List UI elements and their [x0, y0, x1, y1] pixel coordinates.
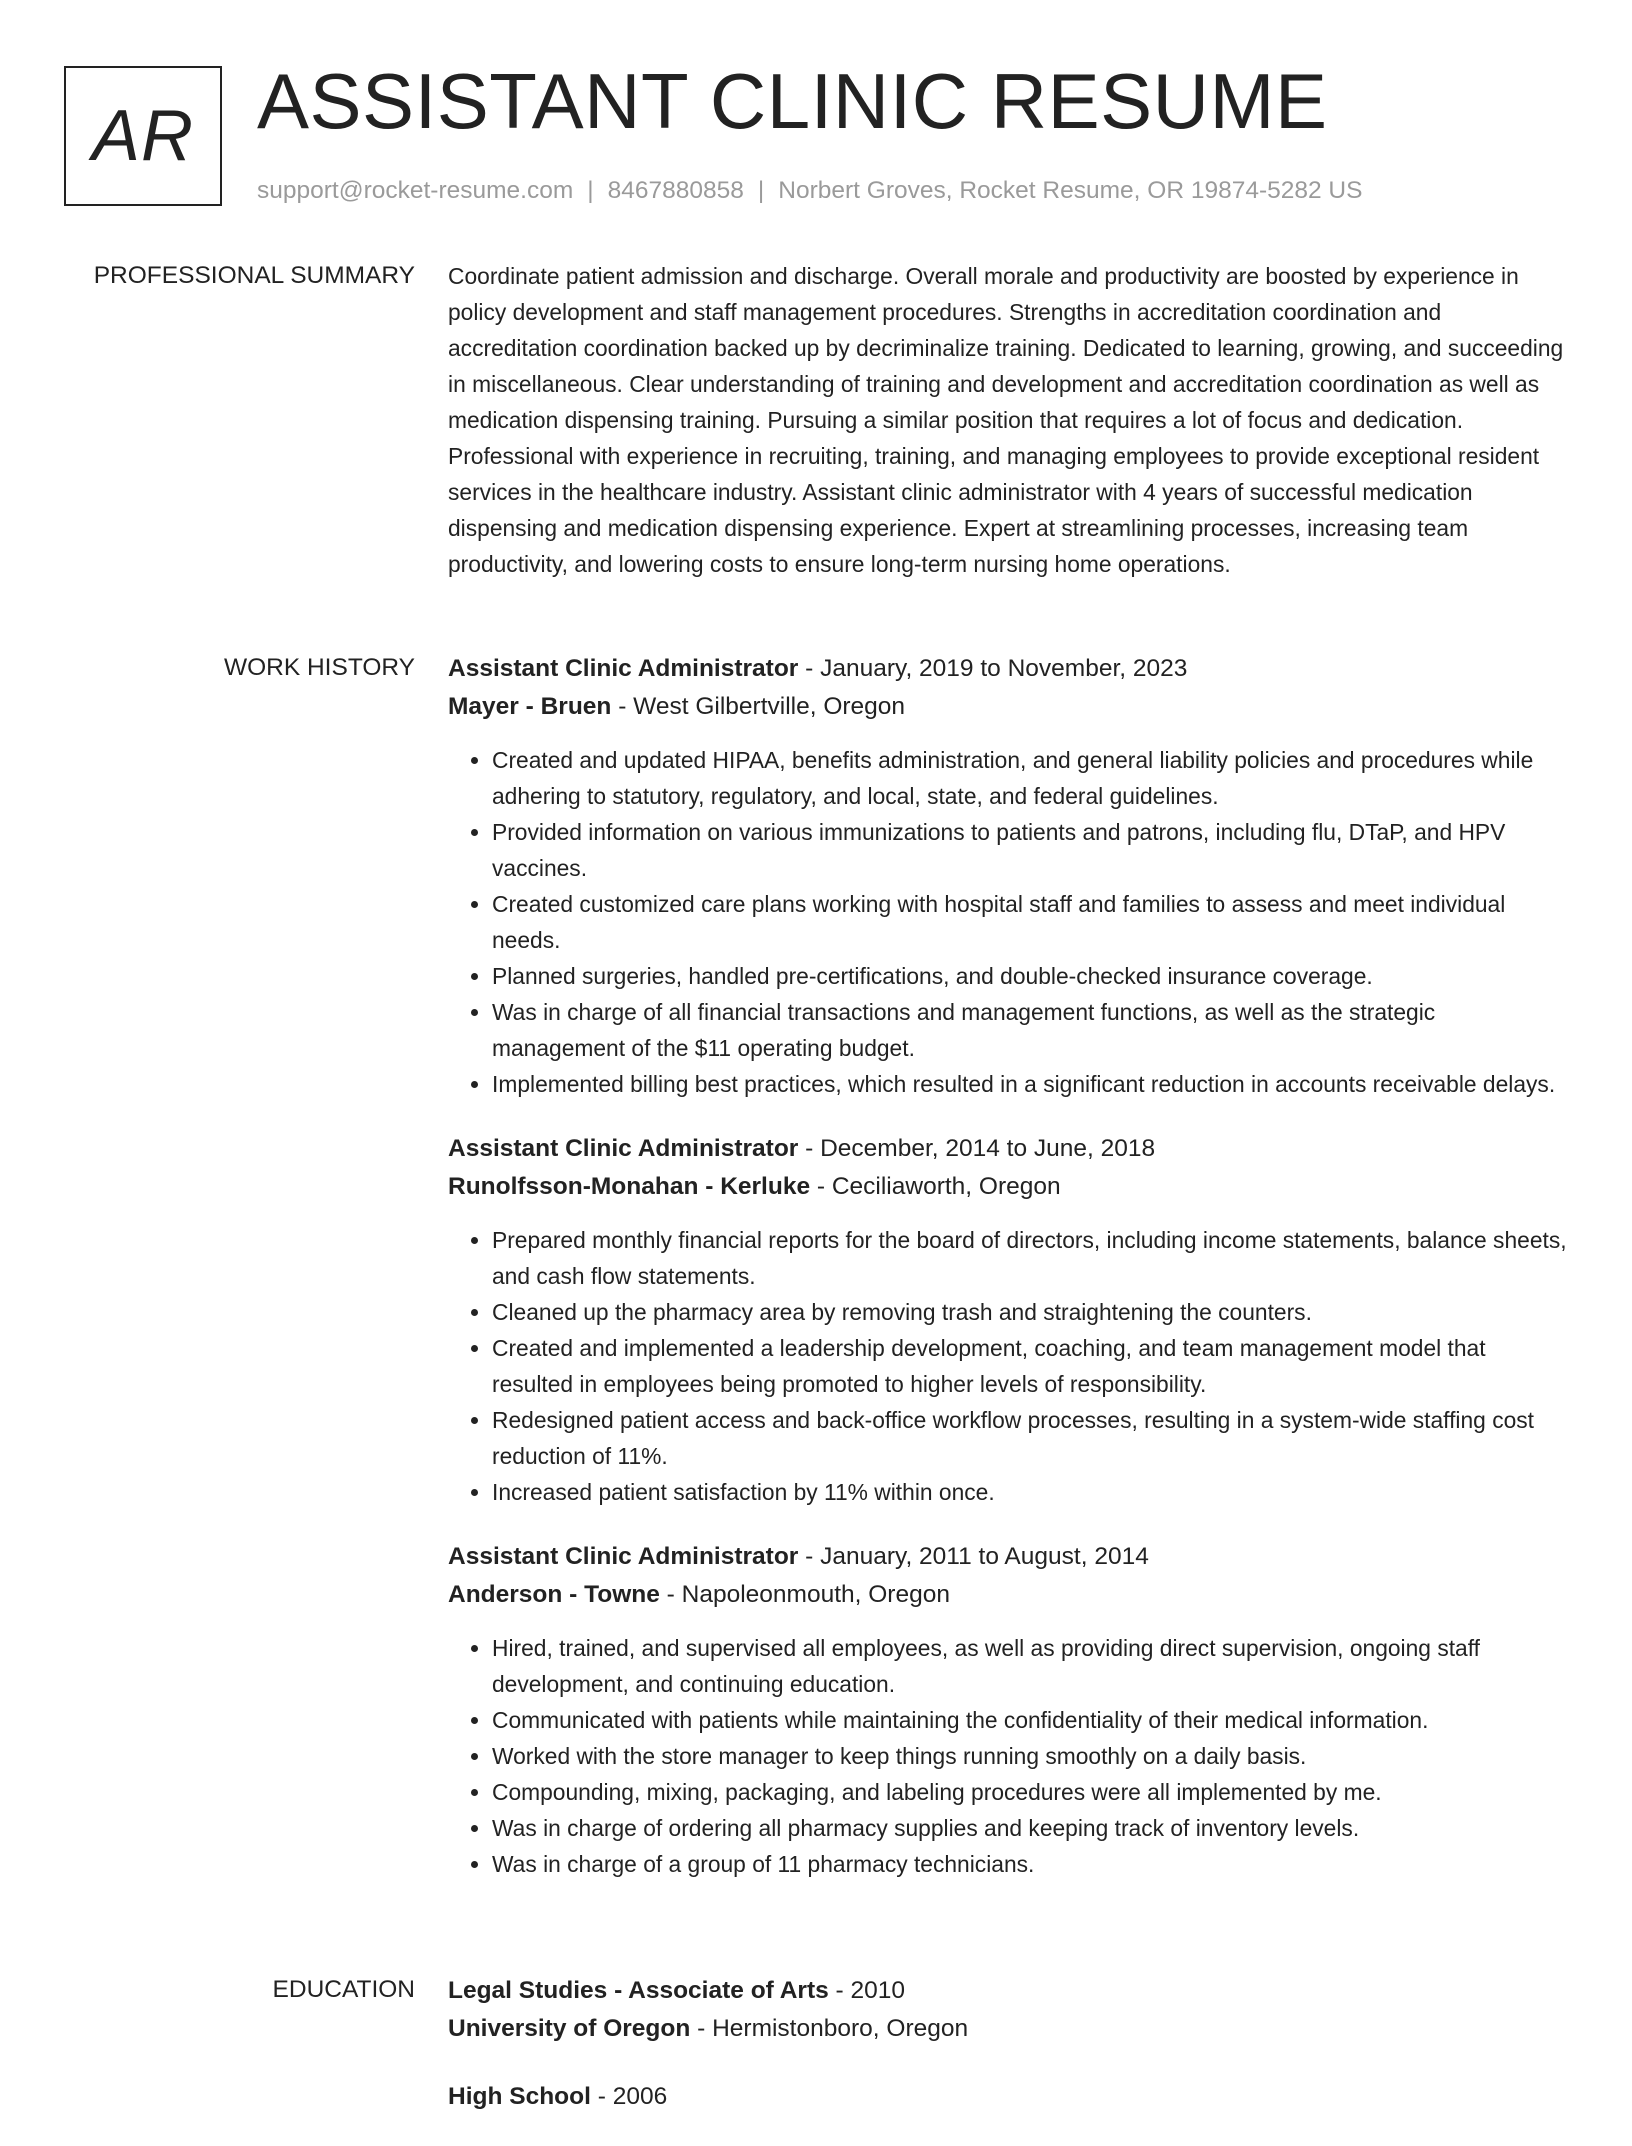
job-title-line	[448, 1130, 1568, 1168]
job-title-line	[448, 1538, 1568, 1576]
job-title: Assistant Clinic Administrator	[448, 655, 799, 682]
contact-phone[interactable]: 8467880858	[607, 177, 744, 204]
section-label-summary: PROFESSIONAL SUMMARY	[93, 262, 415, 289]
job-entry	[448, 1130, 1568, 1510]
education-location: - Hermistonboro, Oregon	[690, 2015, 969, 2042]
job-bullet: • Provided information on various immunizations to patients and patrons, including flu, DTaP, and HPV vaccines.	[492, 814, 1568, 886]
job-title-line	[448, 650, 1568, 688]
job-bullet: • Redesigned patient access and back-office workflow processes, resulting in a system-wide staffing cost reduction of 11%.	[492, 1402, 1568, 1474]
job-bullet: • Was in charge of all financial transactions and management functions, as well as the strategic management of the $11 operating budget.	[492, 994, 1568, 1066]
job-bullet: • Cleaned up the pharmacy area by removing trash and straightening the counters.	[492, 1294, 1568, 1330]
job-company-line	[448, 688, 1568, 726]
education-entry	[448, 2078, 1568, 2116]
contact-separator: |	[587, 177, 594, 204]
job-location: - West Gilbertville, Oregon	[611, 693, 906, 720]
job-bullet: • Was in charge of a group of 11 pharmacy technicians.	[492, 1846, 1568, 1882]
section-label-education: EDUCATION	[272, 1976, 415, 2003]
job-location: - Napoleonmouth, Oregon	[659, 1581, 950, 1608]
work-history-body	[448, 650, 1568, 1910]
job-bullet: • Planned surgeries, handled pre-certifications, and double-checked insurance coverage.	[492, 958, 1568, 994]
job-bullet-list	[448, 1222, 1568, 1510]
job-bullet: • Created and updated HIPAA, benefits administration, and general liability policies and procedures while adhering to statutory, regulatory, and local, state, and federal guidelines.	[492, 742, 1568, 814]
summary-text: Coordinate patient admission and discharge. Overall morale and productivity are boosted by experience in policy development and staff management procedures. Strengths in accreditation coordination and accreditation coordination backed up by decriminalize training. Dedicated to learning, growing, and succeeding in miscellaneous. Clear understanding of training and development and accreditation coordination as well as medication dispensing training. Pursuing a similar position that requires a lot of focus and dedication. Professional with experience in recruiting, training, and managing employees to provide exceptional resident services in the healthcare industry. Assistant clinic administrator with 4 years of successful medication dispensing and medication dispensing experience. Expert at streamlining processes, increasing team productivity, and lowering costs to ensure long-term nursing home operations.	[448, 263, 1564, 577]
education-degree-line	[448, 1972, 1568, 2010]
monogram-badge: AR	[64, 66, 222, 206]
contact-line	[257, 175, 1362, 207]
job-company: Mayer - Bruen	[448, 693, 612, 720]
job-bullet: • Communicated with patients while maintaining the confidentiality of their medical information.	[492, 1702, 1568, 1738]
job-company-line	[448, 1168, 1568, 1206]
job-bullet: • Created customized care plans working with hospital staff and families to assess and meet individual needs.	[492, 886, 1568, 958]
job-entry	[448, 650, 1568, 1102]
education-degree-line	[448, 2078, 1568, 2116]
resume-title: ASSISTANT CLINIC RESUME	[257, 57, 1328, 145]
education-degree: High School	[448, 2083, 591, 2110]
job-title: Assistant Clinic Administrator	[448, 1135, 799, 1162]
job-entry	[448, 1538, 1568, 1882]
education-school-line	[448, 2010, 1568, 2048]
job-bullet: • Prepared monthly financial reports for the board of directors, including income statements, balance sheets, and cash flow statements.	[492, 1222, 1568, 1294]
job-location: - Ceciliaworth, Oregon	[810, 1173, 1061, 1200]
job-bullet: • Created and implemented a leadership development, coaching, and team management model that resulted in employees being promoted to higher levels of responsibility.	[492, 1330, 1568, 1402]
job-company: Anderson - Towne	[448, 1581, 660, 1608]
education-body	[448, 1972, 1568, 2146]
contact-separator: |	[757, 177, 765, 204]
summary-body	[448, 258, 1568, 582]
job-bullet-list	[448, 1630, 1568, 1882]
job-bullet: • Was in charge of ordering all pharmacy supplies and keeping track of inventory levels.	[492, 1810, 1568, 1846]
job-bullet: • Implemented billing best practices, which resulted in a significant reduction in accounts receivable delays.	[492, 1066, 1568, 1102]
education-degree: Legal Studies - Associate of Arts	[448, 1977, 829, 2004]
education-school: University of Oregon	[448, 2015, 691, 2042]
education-year: - 2006	[590, 2083, 668, 2110]
job-dates: - December, 2014 to June, 2018	[798, 1135, 1156, 1162]
job-bullet: • Worked with the store manager to keep things running smoothly on a daily basis.	[492, 1738, 1568, 1774]
job-title: Assistant Clinic Administrator	[448, 1543, 799, 1570]
job-company: Runolfsson-Monahan - Kerluke	[448, 1173, 811, 1200]
contact-address: Norbert Groves, Rocket Resume, OR 19874-5282 US	[778, 177, 1363, 204]
job-bullet: • Increased patient satisfaction by 11% within once.	[492, 1474, 1568, 1510]
job-dates: - January, 2019 to November, 2023	[798, 655, 1188, 682]
job-bullet: • Hired, trained, and supervised all employees, as well as providing direct supervision, ongoing staff development, and continuing education.	[492, 1630, 1568, 1702]
job-dates: - January, 2011 to August, 2014	[798, 1543, 1149, 1570]
education-year: - 2010	[828, 1977, 906, 2004]
job-company-line	[448, 1576, 1568, 1614]
job-bullet: • Compounding, mixing, packaging, and labeling procedures were all implemented by me.	[492, 1774, 1568, 1810]
education-entry	[448, 1972, 1568, 2048]
job-bullet-list	[448, 742, 1568, 1102]
section-label-work-history: WORK HISTORY	[223, 654, 415, 681]
contact-email[interactable]: support@rocket-resume.com	[257, 177, 574, 204]
